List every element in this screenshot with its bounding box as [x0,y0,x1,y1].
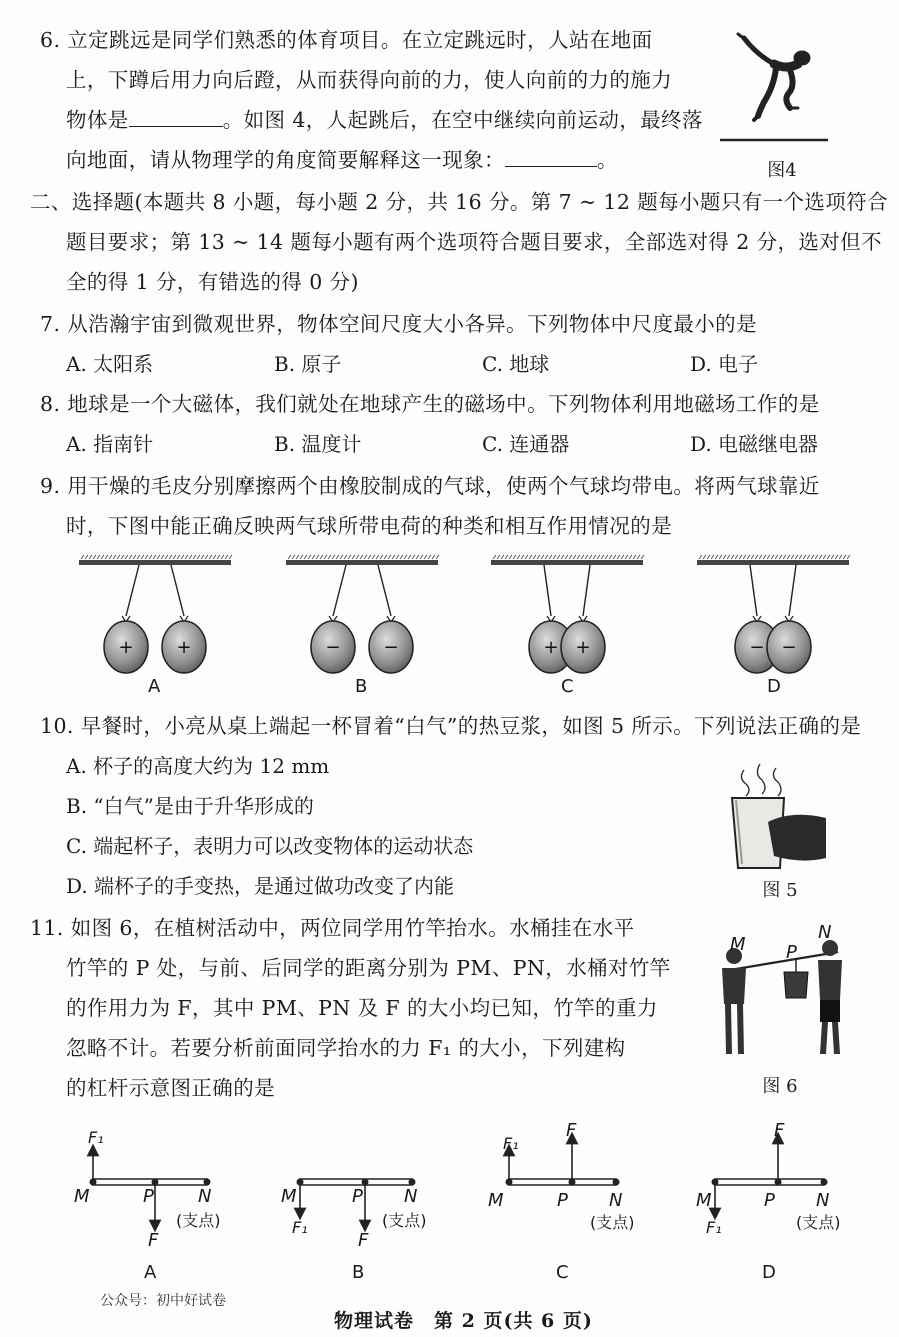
ceiling-bar [286,560,438,565]
charge-sign: − [325,637,341,658]
q6-line4 [66,146,618,174]
balloon-string [333,565,346,616]
lever-a-m: M [74,1186,90,1207]
charge-sign: + [176,637,192,658]
charge-sign: + [543,637,559,658]
lever-option-b[interactable]: B [352,1262,365,1283]
q8-option-d[interactable]: D. 电磁继电器 [690,432,819,456]
q9-line2: 时，下图中能正确反映两气球所带电荷的种类和相互作用情况的是 [66,514,673,538]
lever-b-n: N [404,1186,418,1207]
lever-a-f: F [148,1230,159,1251]
jumper-figure [716,24,832,150]
lever-a-p: P [143,1186,154,1207]
fig6-caption: 图 6 [762,1076,798,1097]
q8-stem: 8. 地球是一个大磁体，我们就处在地球产生的磁场中。下列物体利用地磁场工作的是 [40,392,820,416]
fig6-label-p: P [786,942,797,963]
fig4-caption: 图4 [767,160,797,181]
charge-sign: + [575,637,591,658]
q10-stem: 10. 早餐时，小亮从桌上端起一杯冒着“白气”的热豆浆，如图 5 所示。下列说法正确的是 [40,714,862,738]
lever-option-d[interactable]: D [762,1262,776,1283]
lever-d-f: F [774,1120,785,1141]
lever-d-m: M [696,1190,712,1211]
lever-c-n: N [609,1190,623,1211]
q8-option-a[interactable]: A. 指南针 [66,432,154,456]
balloon-pair-d [697,555,850,673]
lever-b-p: P [352,1186,363,1207]
q9-line1: 9. 用干燥的毛皮分别摩擦两个由橡胶制成的气球，使两个气球均带电。将两气球靠近 [40,474,820,498]
lever-d-f1: F₁ [706,1218,722,1237]
q11-line1: 11. 如图 6，在植树活动中，两位同学用竹竿抬水。水桶挂在水平 [30,916,635,940]
ceiling-bar [697,560,849,565]
balloon-pair-b [286,555,439,673]
ceiling-bar [79,560,231,565]
q6-line2: 上，下蹲后用力向后蹬，从而获得向前的力，使人向前的力的施力 [66,68,673,92]
lever-c-p: P [557,1190,568,1211]
section2-line3: 全的得 1 分，有错选的得 0 分) [66,270,359,294]
q7-option-a[interactable]: A. 太阳系 [66,352,154,376]
q6-blank2[interactable] [505,146,597,167]
q11-line2: 竹竿的 P 处，与前、后同学的距离分别为 PM、PN，水桶对竹竿 [66,956,671,980]
charge-sign: − [749,637,765,658]
balloon-figures [0,552,899,700]
watermark: 公众号：初中好试卷 [100,1293,226,1309]
q7-option-c[interactable]: C. 地球 [482,352,550,376]
lever-d-p: P [764,1190,775,1211]
fig6-label-n: N [818,922,832,943]
q6-line3b: 。如图 4，人起跳后，在空中继续向前运动，最终落 [222,108,703,132]
lever-option-a[interactable]: A [144,1262,157,1283]
lever-c-m: M [488,1190,504,1211]
lever-b-f1: F₁ [292,1218,308,1237]
balloon-string [378,565,391,616]
q11-line4: 忽略不计。若要分析前面同学抬水的力 F₁ 的大小，下列建构 [66,1036,626,1060]
q7-stem: 7. 从浩瀚宇宙到微观世界，物体空间尺度大小各异。下列物体中尺度最小的是 [40,312,757,336]
q9-label-d[interactable]: D [767,676,781,697]
q9-label-b[interactable]: B [355,676,368,697]
section2-line2: 题目要求；第 13 ~ 14 题每小题有两个选项符合题目要求，全部选对得 2 分，选对但不 [66,230,882,254]
balloon-string [750,565,757,616]
lever-d-n: N [816,1190,830,1211]
lever-b-f: F [358,1230,369,1251]
balloon-string [126,565,139,616]
lever-c-pivot: (支点) [590,1213,635,1232]
lever-b-pivot: (支点) [382,1211,427,1230]
q7-option-b[interactable]: B. 原子 [274,352,342,376]
q6-line4a: 向地面，请从物理学的角度简要解释这一现象： [66,148,505,172]
q11-line3: 的作用力为 F，其中 PM、PN 及 F 的大小均已知，竹竿的重力 [66,996,658,1020]
q9-label-a[interactable]: A [148,676,161,697]
lever-c [506,1138,620,1186]
cup-figure [722,760,832,874]
q8-option-c[interactable]: C. 连通器 [482,432,570,456]
q10-option-c[interactable]: C. 端起杯子，表明力可以改变物体的运动状态 [66,834,474,858]
q6-line4b: 。 [596,148,618,172]
q10-option-a[interactable]: A. 杯子的高度大约为 12 mm [66,754,330,778]
balloon-string [583,565,590,616]
lever-a-f1: F₁ [88,1128,104,1147]
section2-line1: 二、选择题(本题共 8 小题，每小题 2 分，共 16 分。第 7 ~ 12 题每小题只有一个选项符合 [30,190,889,214]
page-footer: 物理试卷 第 2 页(共 6 页) [334,1310,593,1332]
charge-sign: − [383,637,399,658]
q6-line3a: 物体是 [66,108,129,132]
lever-a-pivot: (支点) [176,1211,221,1230]
q10-option-b[interactable]: B. “白气”是由于升华形成的 [66,794,314,818]
balloon-string [789,565,796,616]
q6-line1: 6. 立定跳远是同学们熟悉的体育项目。在立定跳远时，人站在地面 [40,28,653,52]
q9-label-c[interactable]: C [561,676,574,697]
q10-option-d[interactable]: D. 端杯子的手变热，是通过做功改变了内能 [66,874,455,898]
balloon-string [544,565,551,616]
lever-a-n: N [198,1186,212,1207]
charge-sign: + [118,637,134,658]
balloon-pair-c [491,555,644,673]
charge-sign: − [781,637,797,658]
lever-option-c[interactable]: C [556,1262,569,1283]
ceiling-bar [491,560,643,565]
q8-option-b[interactable]: B. 温度计 [274,432,362,456]
lever-diagrams [0,1110,899,1260]
q6-line3 [66,106,703,134]
q6-blank1[interactable] [129,106,223,127]
balloon-pair-a [79,555,232,673]
lever-d-pivot: (支点) [796,1213,841,1232]
q11-line5: 的杠杆示意图正确的是 [66,1076,275,1100]
lever-c-f: F [566,1120,577,1141]
q7-option-d[interactable]: D. 电子 [690,352,759,376]
lever-c-f1: F₁ [503,1134,519,1153]
lever-b-m: M [281,1186,297,1207]
balloon-string [171,565,184,616]
fig5-caption: 图 5 [762,880,798,901]
fig6-label-m: M [730,934,746,955]
